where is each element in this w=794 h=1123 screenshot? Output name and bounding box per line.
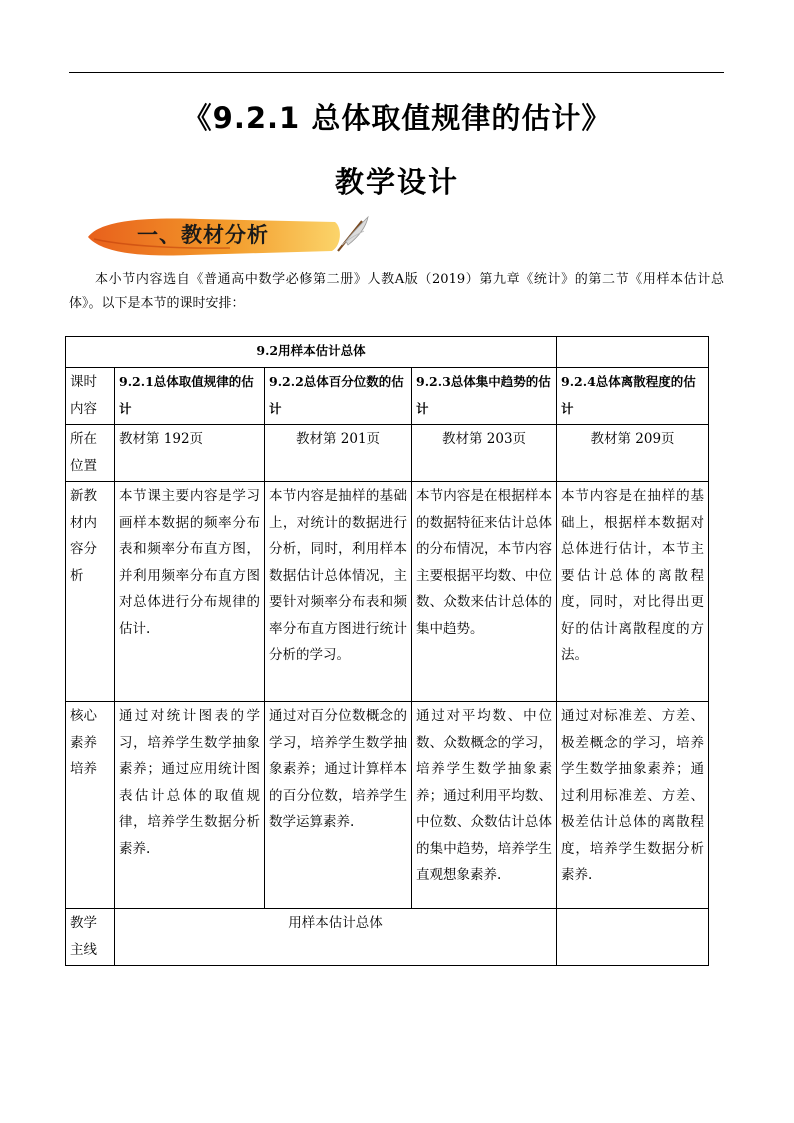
mainline-cell: 用样本估计总体	[115, 909, 557, 966]
table-row-lesson	[66, 368, 709, 425]
analysis-cell-2: 本节内容是抽样的基础上，对统计的数据进行分析，同时，利用样本数据估计总体情况，主要针对频率分布表和频率分布直方图进行统计分析的学习。	[265, 482, 412, 702]
literacy-cell-3: 通过对平均数、中位数、众数概念的学习，培养学生数学抽象素养；通过利用平均数、中位数、众数估计总体的集中趋势，培养学生直观想象素养.	[412, 702, 557, 909]
location-cell-2: 教材第 201页	[265, 425, 412, 482]
lesson-cell-4: 9.2.4总体离散程度的估计	[557, 368, 709, 425]
literacy-cell-1: 通过对统计图表的学习，培养学生数学抽象素养；通过应用统计图表估计总体的取值规律，培养学生数据分析素养.	[115, 702, 265, 909]
table-header-empty-cell	[557, 337, 709, 368]
row-label-literacy: 核心素养培养	[66, 702, 115, 909]
row-label-mainline: 教学主线	[66, 909, 115, 966]
mainline-empty-cell	[557, 909, 709, 966]
intro-paragraph: 本小节内容选自《普通高中数学必修第二册》人教A版（2019）第九章《统计》的第二节《用样本估计总体》。以下是本节的课时安排：	[69, 272, 724, 311]
table-row-literacy	[66, 702, 709, 909]
quill-pen-icon	[338, 217, 368, 251]
table-row-location	[66, 425, 709, 482]
header-rule	[69, 72, 724, 73]
analysis-cell-1: 本节课主要内容是学习画样本数据的频率分布表和频率分布直方图，并利用频率分布直方图对总体进行分布规律的估计.	[115, 482, 265, 702]
lesson-plan-table	[65, 336, 709, 966]
analysis-cell-3: 本节内容是在根据样本的数据特征来估计总体的分布情况，本节内容主要根据平均数、中位数、众数来估计总体的集中趋势。	[412, 482, 557, 702]
lesson-cell-2: 9.2.2总体百分位数的估计	[265, 368, 412, 425]
lesson-cell-1: 9.2.1总体取值规律的估计	[115, 368, 265, 425]
table-header: 9.2用样本估计总体	[66, 337, 557, 368]
document-subtitle: 教学设计	[334, 165, 459, 199]
location-cell-3: 教材第 203页	[412, 425, 557, 482]
analysis-cell-4: 本节内容是在抽样的基础上，根据样本数据对总体进行估计，本节主要估计总体的离散程度，同时，对比得出更好的估计离散程度的方法。	[557, 482, 709, 702]
location-cell-1: 教材第 192页	[115, 425, 265, 482]
lesson-cell-3: 9.2.3总体集中趋势的估计	[412, 368, 557, 425]
row-label-analysis: 新教材内容分析	[66, 482, 115, 702]
section-heading: 一、教材分析	[137, 223, 269, 247]
document-title: 《9.2.1 总体取值规律的估计》	[182, 101, 612, 135]
row-label-location: 所在位置	[66, 425, 115, 482]
row-label-lesson: 课时内容	[66, 368, 115, 425]
location-cell-4: 教材第 209页	[557, 425, 709, 482]
table-row-analysis	[66, 482, 709, 702]
table-header-row	[66, 337, 709, 368]
literacy-cell-2: 通过对百分位数概念的学习，培养学生数学抽象素养；通过计算样本的百分位数，培养学生数学运算素养.	[265, 702, 412, 909]
literacy-cell-4: 通过对标准差、方差、极差概念的学习，培养学生数学抽象素养；通过利用标准差、方差、极差估计总体的离散程度，培养学生数据分析素养.	[557, 702, 709, 909]
table-row-mainline	[66, 909, 709, 966]
